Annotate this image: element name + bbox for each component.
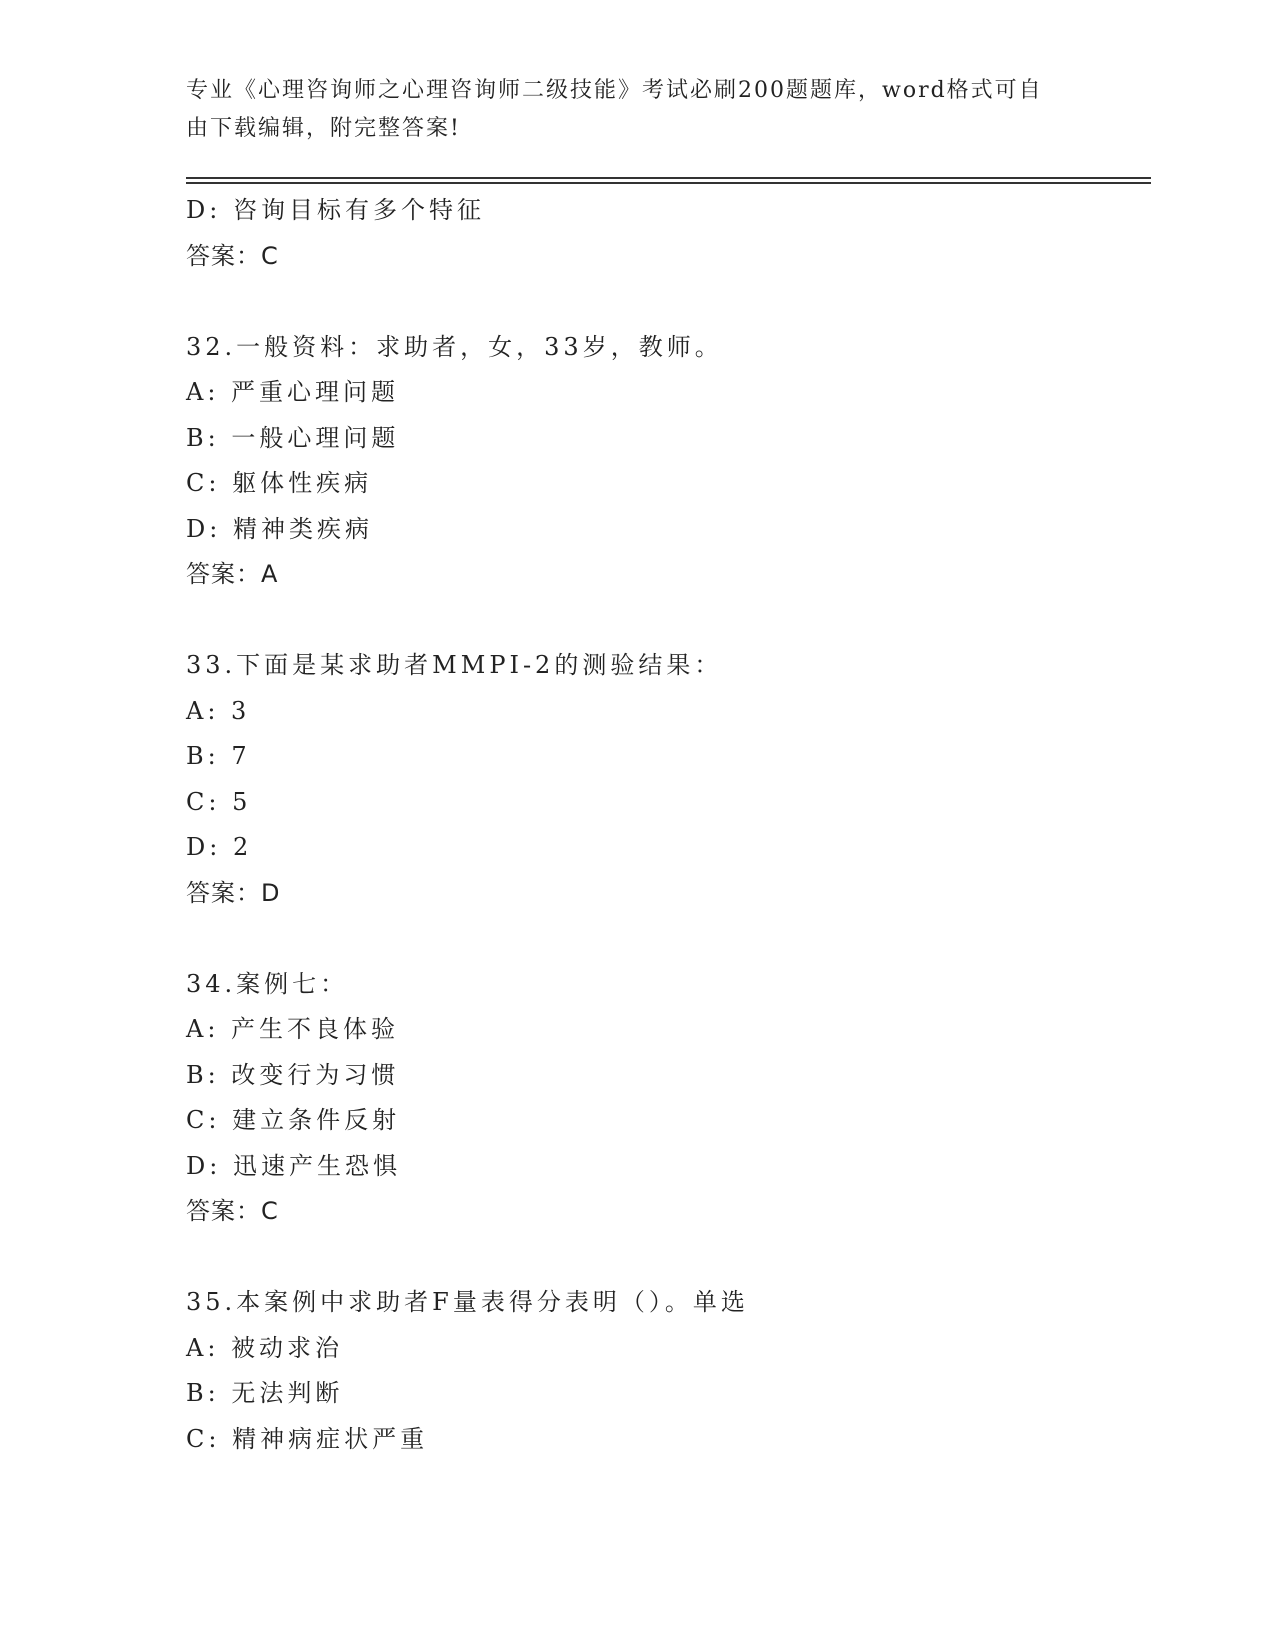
option-d: D: 2 bbox=[186, 833, 253, 861]
option-c: C: 精神病症状严重 bbox=[186, 1424, 429, 1453]
option-b: B: 7 bbox=[186, 742, 251, 770]
option-c: C: 5 bbox=[186, 787, 252, 816]
option-b: B: 改变行为习惯 bbox=[186, 1060, 400, 1089]
option-c: C: 建立条件反射 bbox=[186, 1106, 401, 1134]
header-divider-bottom bbox=[186, 182, 1151, 184]
spacer bbox=[186, 916, 1151, 962]
question-32 bbox=[186, 325, 1151, 598]
option-a: A: 3 bbox=[186, 696, 251, 725]
answer: 答案：C bbox=[186, 1197, 279, 1225]
question-35 bbox=[186, 1280, 1151, 1462]
question-34 bbox=[186, 962, 1151, 1235]
question-stem: 32.一般资料：求助者，女，33岁，教师。 bbox=[186, 332, 723, 361]
option-b: B: 一般心理问题 bbox=[186, 423, 400, 452]
option-d: D: 迅速产生恐惧 bbox=[186, 1151, 401, 1180]
header-line-1: 专业《心理咨询师之心理咨询师二级技能》考试必刷200题题库，word格式可自 bbox=[186, 78, 1043, 103]
option-a: A: 严重心理问题 bbox=[186, 378, 400, 406]
question-stem: 35.本案例中求助者F量表得分表明（）。单选 bbox=[186, 1288, 749, 1316]
option-d: D: 精神类疾病 bbox=[186, 514, 373, 543]
header-line-2: 由下载编辑，附完整答案! bbox=[186, 116, 461, 141]
header-divider-top bbox=[186, 177, 1151, 179]
option-c: C: 躯体性疾病 bbox=[186, 469, 373, 497]
option-a: A: 产生不良体验 bbox=[186, 1015, 400, 1043]
option-b: B: 无法判断 bbox=[186, 1379, 344, 1407]
spacer bbox=[186, 279, 1151, 325]
spacer bbox=[186, 598, 1151, 644]
answer: 答案：A bbox=[186, 560, 279, 588]
prev-answer: 答案：C bbox=[186, 241, 279, 270]
question-list bbox=[186, 188, 1151, 1462]
option-a: A: 被动求治 bbox=[186, 1333, 344, 1362]
question-stem: 34.案例七： bbox=[186, 969, 349, 998]
prev-option-d: D: 咨询目标有多个特征 bbox=[186, 196, 485, 224]
answer: 答案：D bbox=[186, 878, 281, 907]
document-header bbox=[186, 72, 1066, 148]
question-33 bbox=[186, 643, 1151, 916]
question-stem: 33.下面是某求助者MMPI-2的测验结果： bbox=[186, 651, 723, 679]
spacer bbox=[186, 1235, 1151, 1281]
